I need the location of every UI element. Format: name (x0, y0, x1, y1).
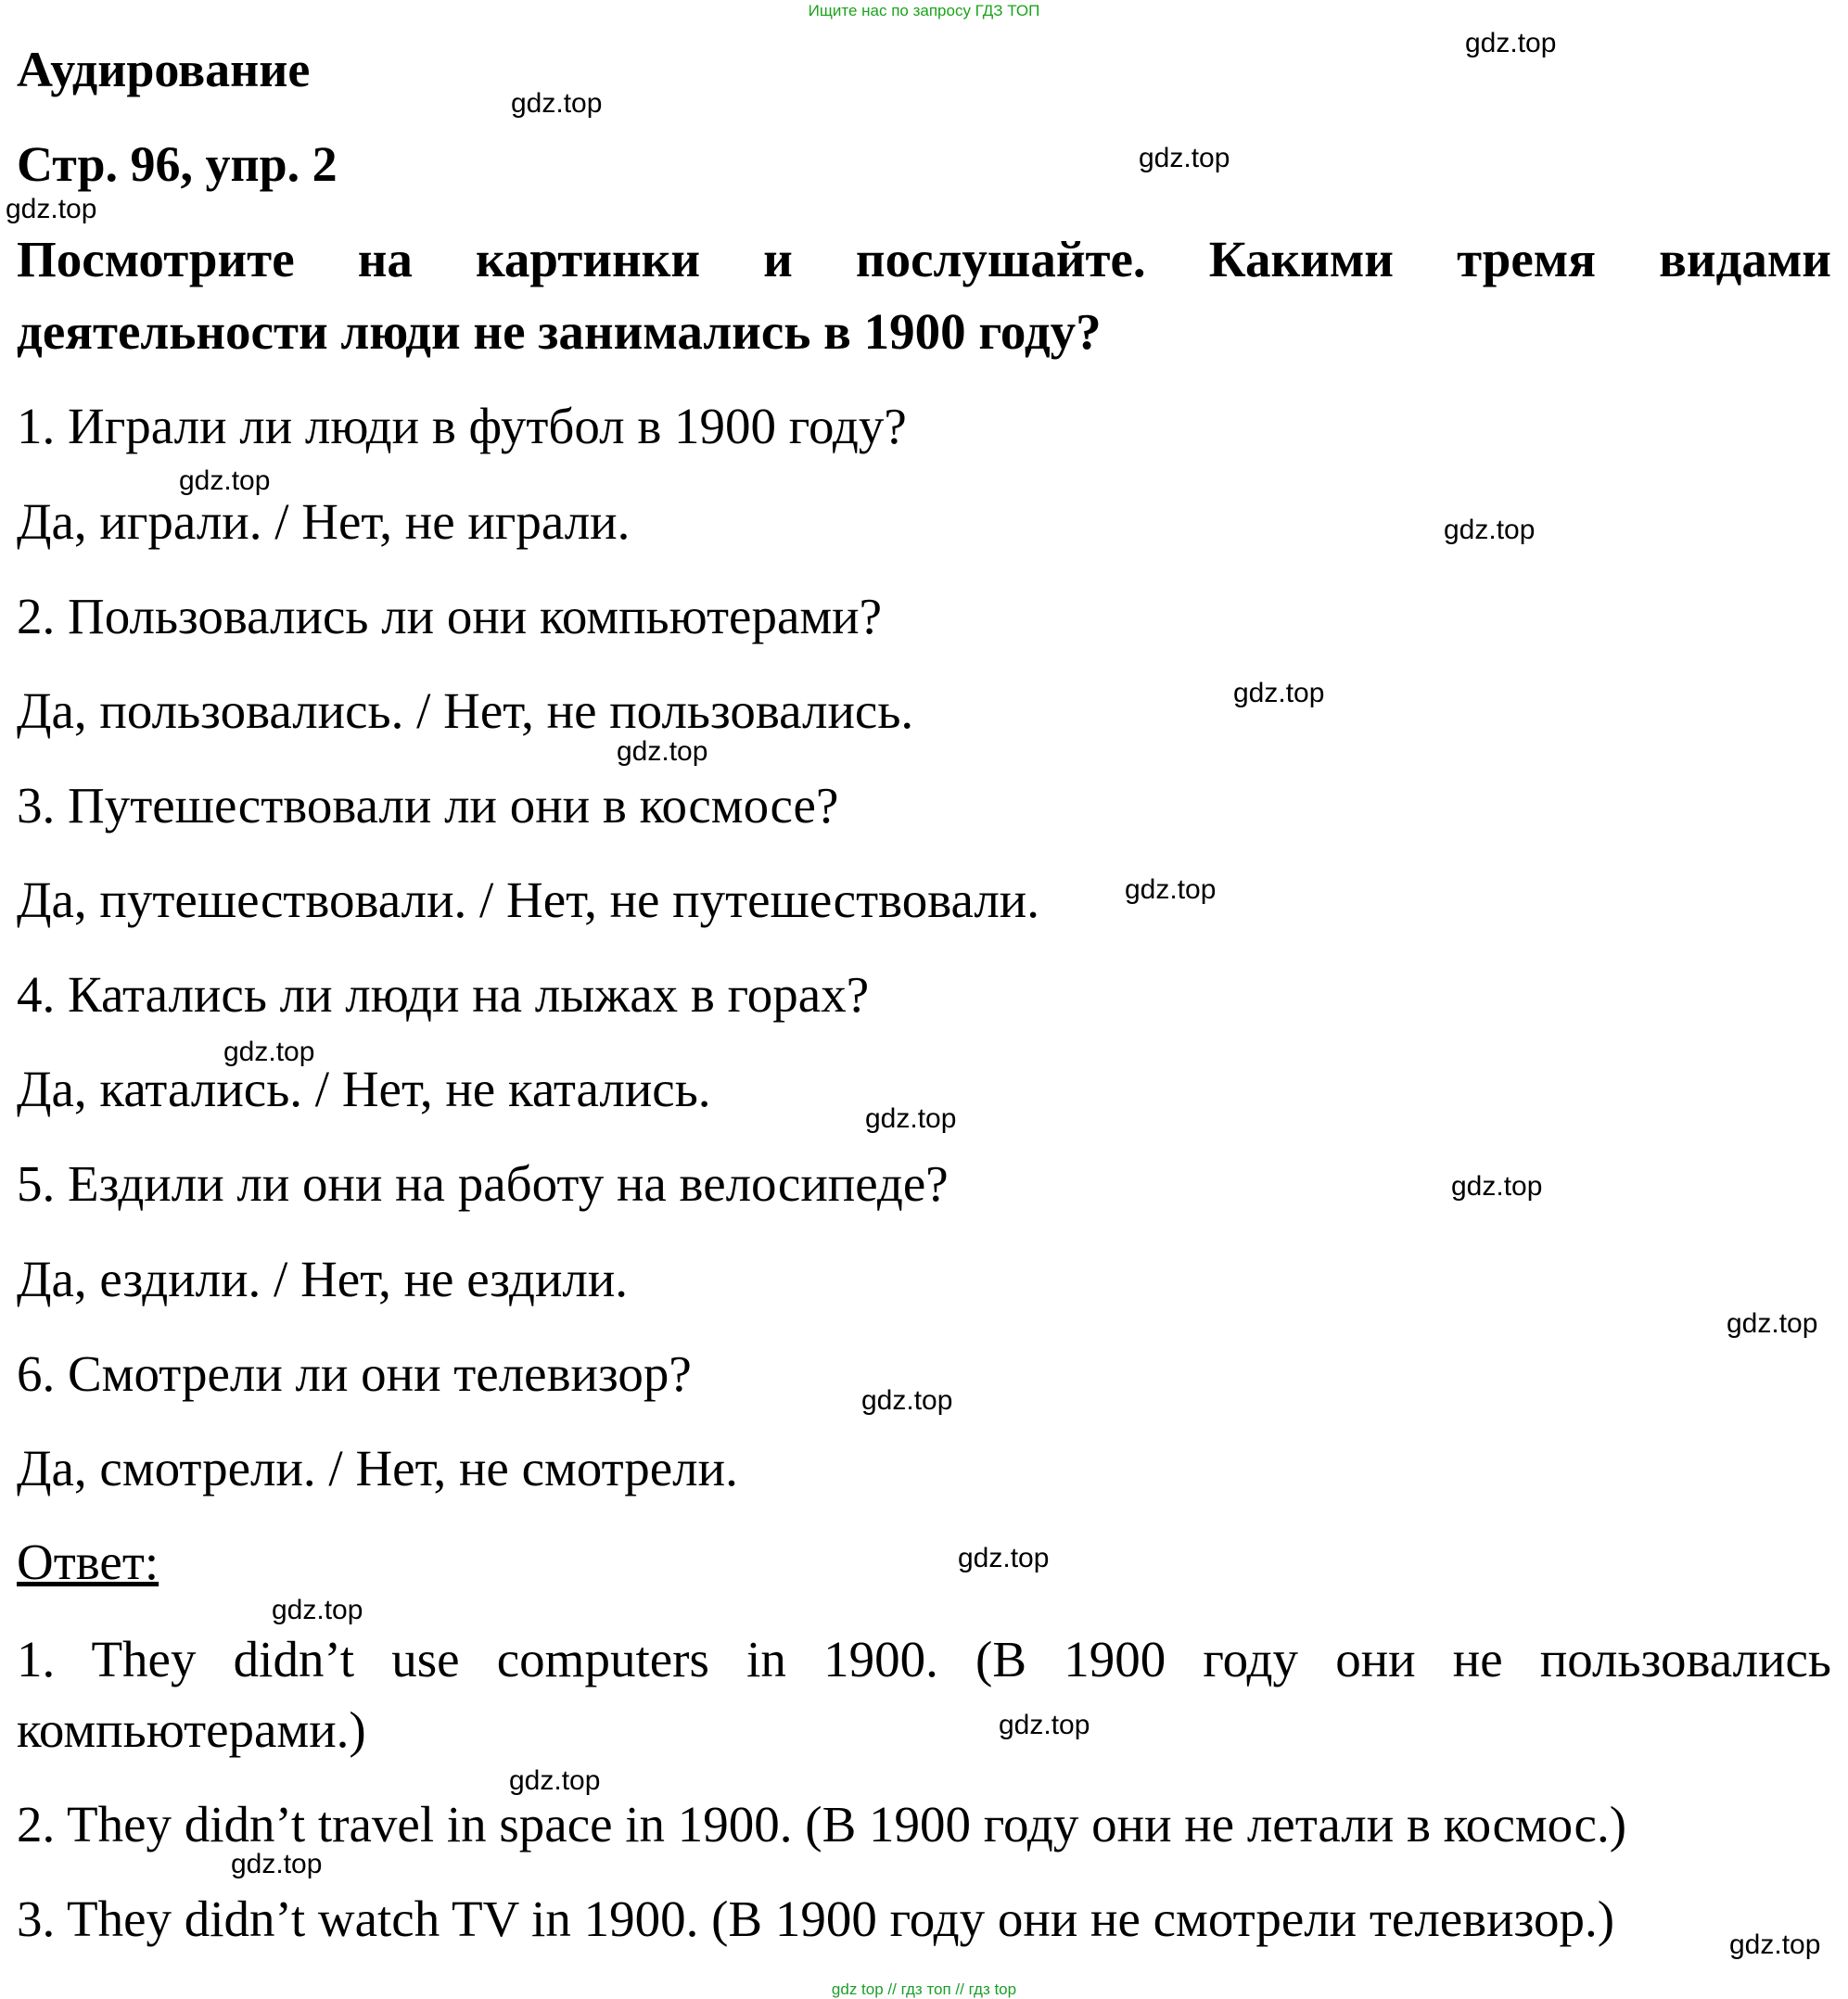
task-instruction-line-2: деятельности люди не занимались в 1900 году? (17, 303, 1102, 360)
question-1: 1. Играли ли люди в футбол в 1900 году? (17, 398, 907, 454)
task-instruction-line-1: Посмотрите на картинки и послушайте. Какими тремя видами (17, 231, 1831, 287)
watermark: gdz.top (999, 1710, 1090, 1740)
question-4: 4. Катались ли люди на лыжах в горах? (17, 966, 870, 1023)
watermark: gdz.top (865, 1103, 957, 1134)
exercise-reference: Стр. 96, упр. 2 (17, 136, 338, 192)
watermark: gdz.top (617, 736, 708, 767)
answer-2: 2. They didn’t travel in space in 1900. (В 1900 году они не летали в космос.) (17, 1796, 1627, 1853)
answer-1-line-1: 1. They didn’t use computers in 1900. (В 1900 году они не пользовались (17, 1631, 1831, 1687)
watermark: gdz.top (1125, 874, 1217, 905)
answer-heading: Ответ: (17, 1534, 159, 1590)
question-3: 3. Путешествовали ли они в космосе? (17, 777, 839, 834)
answer-option-2: Да, пользовались. / Нет, не пользовались. (17, 682, 914, 739)
watermark: gdz.top (179, 465, 271, 496)
watermark: gdz.top (1451, 1171, 1543, 1202)
watermark: gdz.top (1444, 515, 1536, 545)
answer-option-4: Да, катались. / Нет, не катались. (17, 1061, 711, 1117)
watermark: gdz.top (1729, 1929, 1821, 1960)
watermark: gdz.top (1465, 28, 1557, 58)
watermark: gdz.top (509, 1765, 601, 1796)
question-6: 6. Смотрели ли они телевизор? (17, 1345, 692, 1402)
answer-option-6: Да, смотрели. / Нет, не смотрели. (17, 1440, 738, 1496)
watermark: gdz.top (1139, 143, 1230, 173)
watermark: gdz.top (272, 1595, 363, 1625)
answer-3: 3. They didn’t watch TV in 1900. (В 1900 году они не смотрели телевизор.) (17, 1891, 1615, 1947)
answer-option-3: Да, путешествовали. / Нет, не путешествовали. (17, 872, 1039, 928)
answer-option-5: Да, ездили. / Нет, не ездили. (17, 1251, 629, 1307)
watermark: gdz.top (861, 1385, 953, 1416)
footer-note: gdz top // гдз топ // гдз top (831, 1980, 1017, 1998)
watermark: gdz.top (958, 1543, 1050, 1573)
answer-1-line-2: компьютерами.) (17, 1701, 366, 1758)
section-title: Аудирование (17, 42, 311, 97)
answer-option-1: Да, играли. / Нет, не играли. (17, 493, 631, 550)
watermark: gdz.top (6, 194, 97, 224)
watermark: gdz.top (1727, 1308, 1818, 1339)
watermark: gdz.top (511, 88, 603, 119)
question-2: 2. Пользовались ли они компьютерами? (17, 588, 883, 644)
question-5: 5. Ездили ли они на работу на велосипеде? (17, 1155, 949, 1212)
watermark: gdz.top (231, 1849, 323, 1879)
watermark: gdz.top (1233, 678, 1325, 708)
watermark: gdz.top (223, 1037, 315, 1067)
search-hint: Ищите нас по запросу ГДЗ ТОП (808, 2, 1040, 19)
